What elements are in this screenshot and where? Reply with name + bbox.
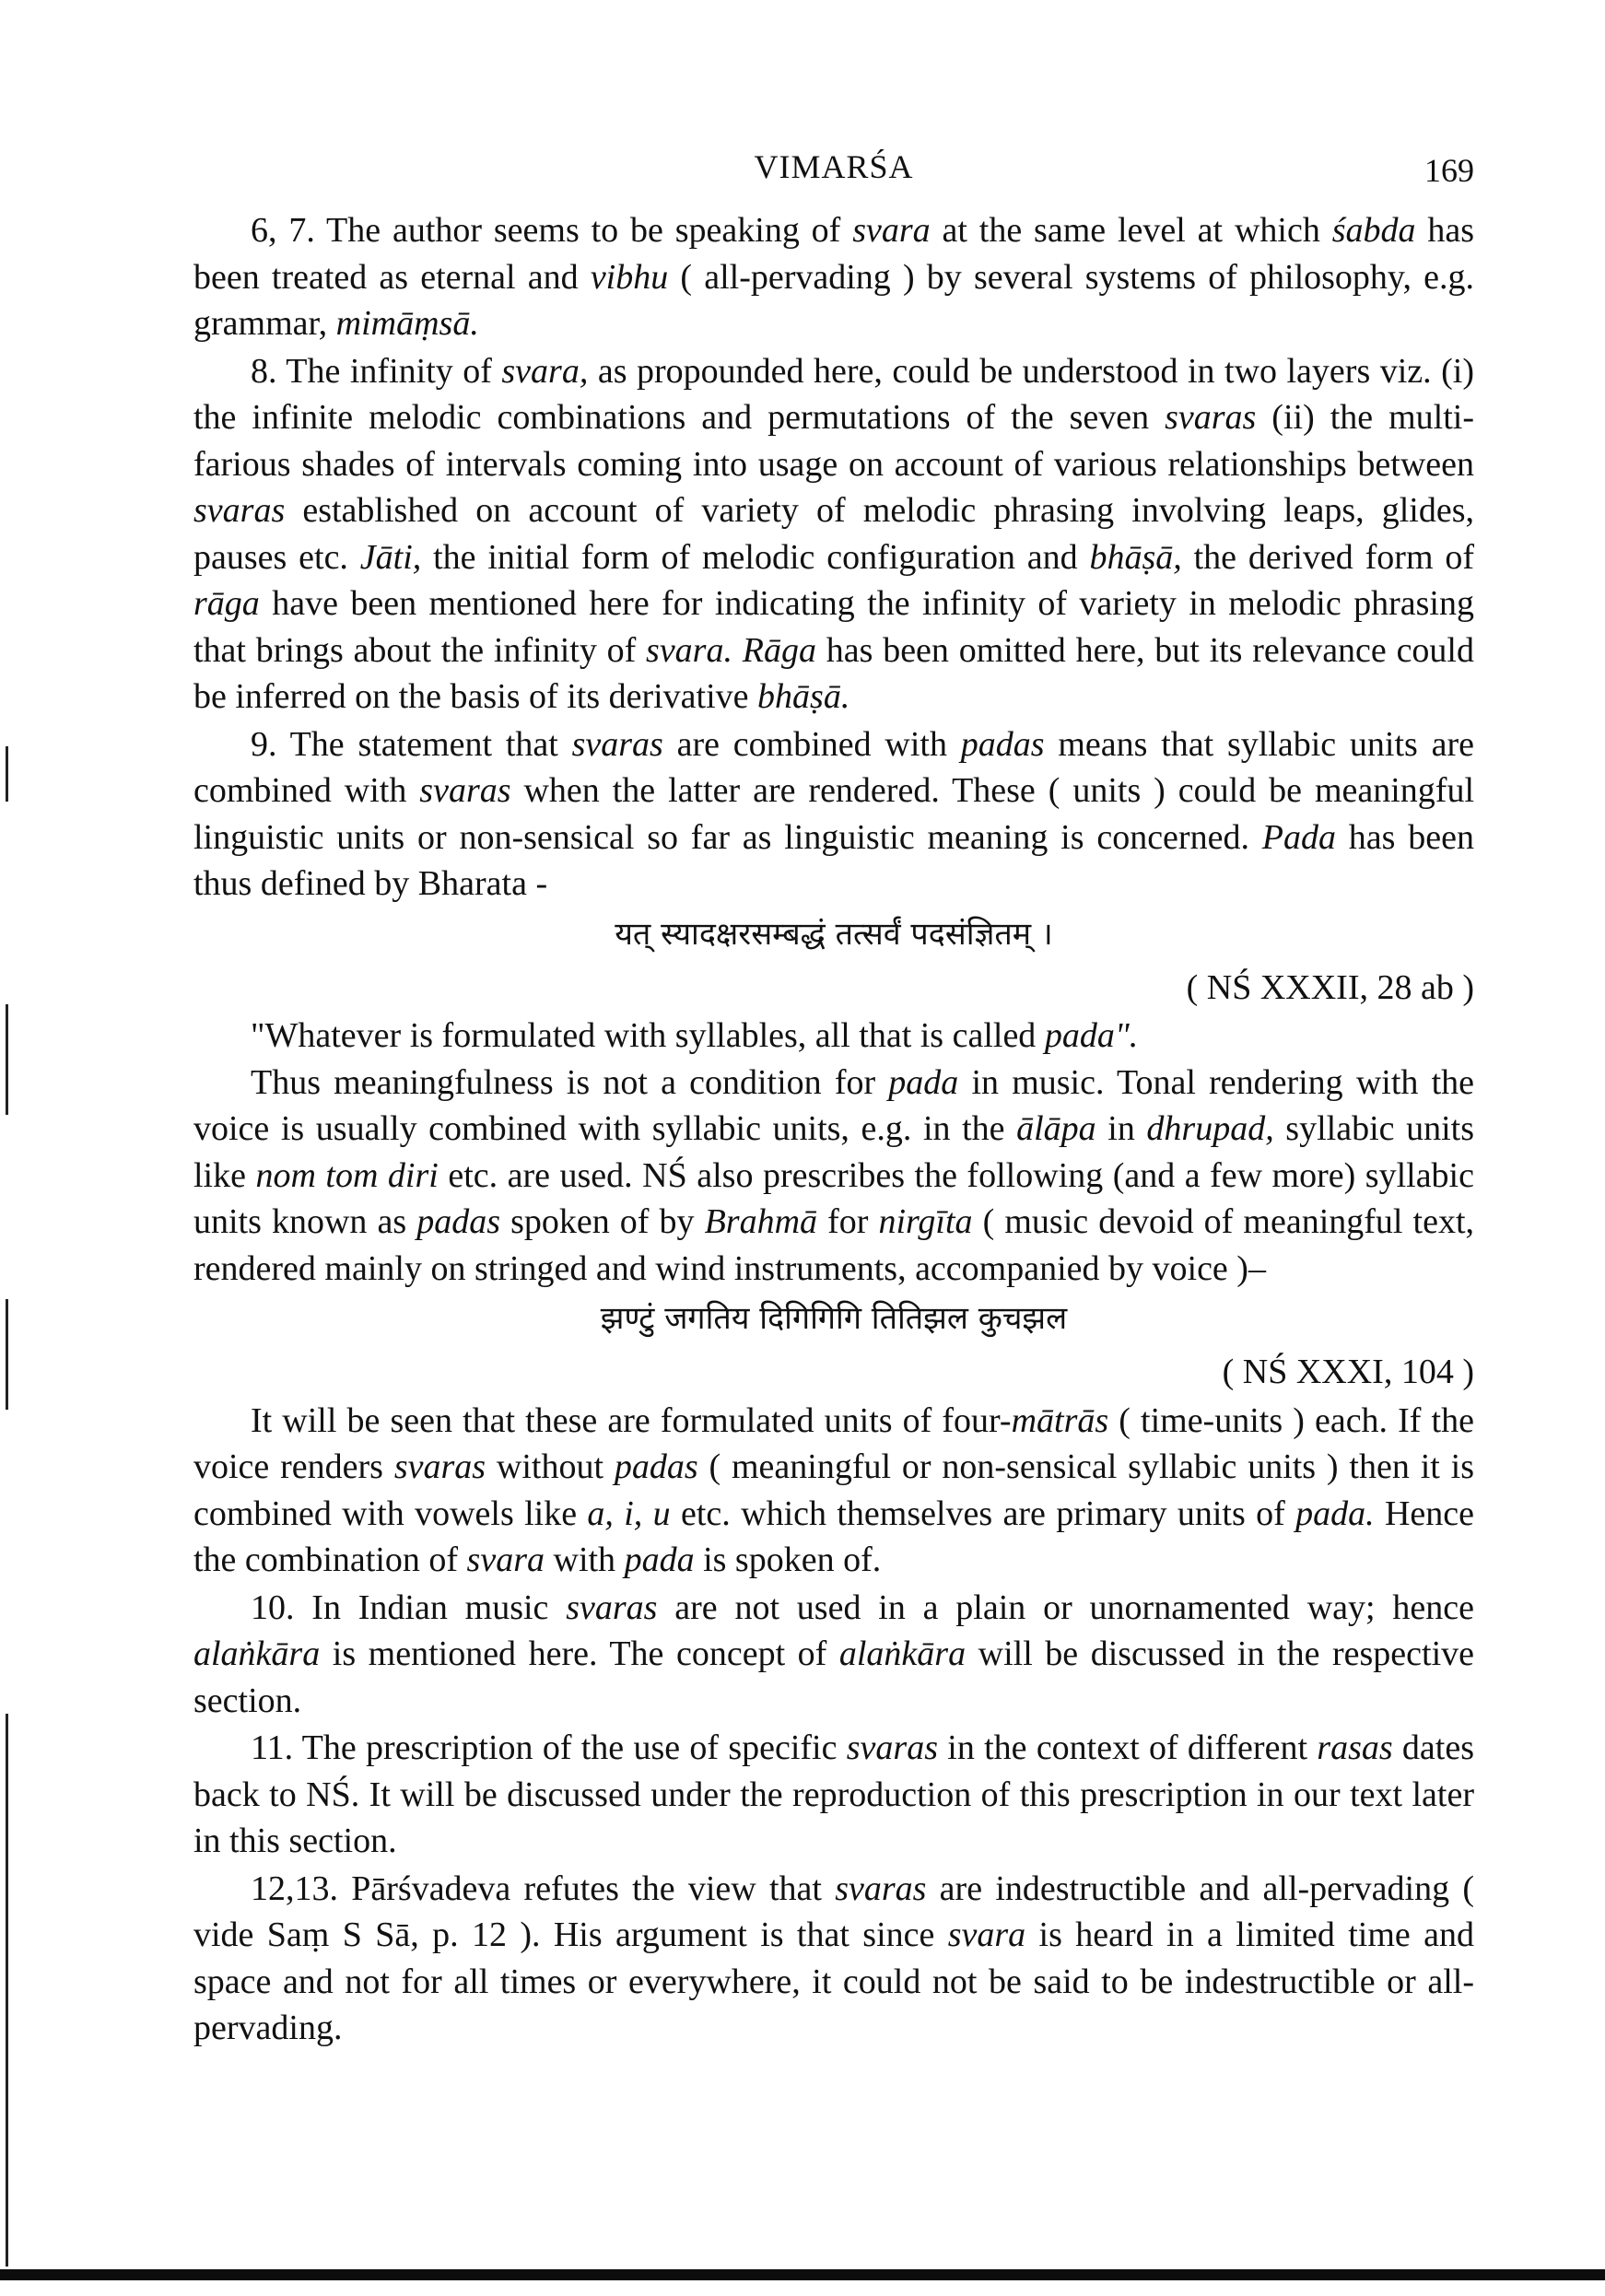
- text-run: ( music devoid of meaningful text, rendered mainly on stringed and wind instruments, accompanied by voice )–: [193, 1202, 1475, 1288]
- text-run: "Whatever is formulated with syllables, all that is called: [251, 1016, 1045, 1055]
- text-run: is mentioned here. The concept of: [320, 1634, 839, 1673]
- italic-term: pada".: [1044, 1016, 1139, 1055]
- scan-bottom-edge: [0, 2269, 1605, 2280]
- italic-term: svara: [947, 1915, 1026, 1954]
- italic-term: śabda: [1331, 211, 1416, 250]
- paragraph-11: [193, 1725, 1474, 1865]
- text-run: 12,13. Pārśvadeva refutes the view that: [251, 1868, 836, 1908]
- italic-term: svaras: [571, 724, 663, 764]
- text-run: Thus meaningfulness is not a condition for: [251, 1062, 889, 1102]
- italic-term: svara: [852, 211, 931, 250]
- text-run: 10. In Indian music: [251, 1587, 567, 1627]
- page-body: [193, 207, 1474, 2053]
- paragraph-8: [193, 348, 1474, 720]
- translation-quote: [193, 1013, 1474, 1060]
- italic-term: svaras: [193, 491, 286, 530]
- text-run: the initial form of melodic configuration and: [421, 537, 1090, 577]
- paragraph-12-13: [193, 1866, 1474, 2052]
- text-run: is spoken of.: [694, 1540, 882, 1579]
- page-number: 169: [1424, 152, 1474, 189]
- text-run: ( meaningful or non-sensical syllabic units ) then it is combined with vowels like: [193, 1447, 1474, 1533]
- italic-term: svaras: [846, 1728, 938, 1767]
- italic-term: rāga: [193, 584, 260, 623]
- scan-margin-mark: [6, 1004, 8, 1115]
- text-run: ( all-pervading ) by several systems of philosophy, e.g. grammar,: [193, 257, 1474, 343]
- italic-term: padas: [614, 1447, 698, 1486]
- italic-term: bhāṣā,: [1089, 537, 1182, 577]
- scan-margin-mark: [6, 1299, 8, 1410]
- text-run: in: [1095, 1109, 1147, 1148]
- text-run: have been mentioned here for indicating the infinity of variety in melodic phrasing that brings about the infinity of: [193, 584, 1474, 670]
- text-run: are combined with: [662, 724, 961, 764]
- paragraph-6-7: [193, 207, 1474, 347]
- italic-term: Pada: [1261, 817, 1336, 857]
- text-run: established on account of variety of melodic phrasing involving leaps, glides, pauses etc.: [193, 491, 1474, 577]
- text-run: ( time-units ) each. If the voice renders: [193, 1400, 1474, 1486]
- italic-term: svaras: [1165, 398, 1257, 437]
- sanskrit-verse-2: झण्टुं जगतिय दिगिगिगि तितिझल कुचझल: [600, 1300, 1068, 1337]
- text-run: in the context of different: [938, 1728, 1318, 1767]
- text-run: syllabic units like: [193, 1109, 1474, 1195]
- citation-1: ( NŚ XXXII, 28 ab ): [1186, 967, 1474, 1007]
- italic-term: nom tom diri: [255, 1155, 439, 1195]
- italic-term: alaṅkāra: [838, 1634, 967, 1673]
- sanskrit-verse-1: यत् स्यादक्षरसम्बद्धं तत्सर्वं पदसंज्ञितम् ।: [615, 915, 1053, 953]
- text-run: as propounded here, could be understood in two layers viz. (i) the infinite melodic combinations and permutations of the seven: [193, 351, 1474, 437]
- paragraph-meaningfulness: [193, 1060, 1474, 1293]
- text-run: 11. The prescription of the use of specific: [251, 1728, 847, 1767]
- text-run: has been treated as eternal and: [193, 211, 1474, 297]
- text-run: the derived form of: [1181, 537, 1474, 577]
- italic-term: svaras: [419, 771, 511, 810]
- scan-margin-mark: [6, 1714, 8, 2267]
- text-run: 6, 7. The author seems to be speaking of: [251, 211, 853, 250]
- text-run: in music. Tonal rendering with the voice is usually combined with syllabic units, e.g. in the: [193, 1062, 1475, 1148]
- text-run: are not used in a plain or unornamented way; hence: [657, 1587, 1474, 1627]
- italic-term: nirgīta: [878, 1202, 973, 1241]
- text-run: 8. The infinity of: [251, 351, 502, 391]
- italic-term: svara.: [646, 630, 732, 670]
- text-run: are indestructible and all-pervading ( vide Saṃ S Sā, p. 12 ). His argument is that since: [193, 1868, 1474, 1954]
- paragraph-10: [193, 1585, 1474, 1725]
- text-run: without: [486, 1447, 615, 1486]
- italic-term: svaras: [566, 1587, 658, 1627]
- italic-term: dhrupad,: [1146, 1109, 1274, 1148]
- italic-term: mimāṃsā.: [335, 304, 479, 343]
- italic-term: vibhu: [590, 257, 669, 297]
- italic-term: padas: [416, 1202, 500, 1241]
- italic-term: svara,: [501, 351, 589, 391]
- italic-term: bhāṣā.: [757, 677, 850, 716]
- paragraph-matras: [193, 1398, 1474, 1584]
- text-run: spoken of by: [500, 1202, 705, 1241]
- italic-term: ālāpa: [1016, 1109, 1096, 1148]
- italic-term: pada: [888, 1062, 959, 1102]
- page-header: [193, 147, 1474, 203]
- italic-term: Brahmā: [704, 1202, 818, 1241]
- text-run: is heard in a limited time and space and not for all times or everywhere, it could not be said to be indestructible or all-pervading.: [193, 1915, 1474, 2047]
- scan-margin-mark: [6, 746, 8, 802]
- italic-term: padas: [960, 724, 1045, 764]
- italic-term: pada.: [1295, 1494, 1375, 1533]
- italic-term: rasas: [1317, 1728, 1393, 1767]
- italic-term: svaras: [835, 1868, 927, 1908]
- text-run: etc. are used. NŚ also prescribes the following (and a few more) syllabic units known as: [193, 1155, 1474, 1241]
- text-run: has been omitted here, but its relevance could be inferred on the basis of its derivative: [193, 630, 1474, 716]
- text-run: etc. which themselves are primary units of: [670, 1494, 1296, 1533]
- citation-2: ( NŚ XXXI, 104 ): [1222, 1353, 1474, 1391]
- text-run: with: [545, 1540, 625, 1579]
- text-run: at the same level at which: [930, 211, 1332, 250]
- text-run: It will be seen that these are formulated units of four-: [251, 1400, 1012, 1440]
- italic-term: a, i, u: [587, 1494, 671, 1533]
- text-run: has been thus defined by Bharata -: [193, 817, 1474, 903]
- text-run: will be discussed in the respective section.: [193, 1634, 1475, 1720]
- text-run: [732, 631, 743, 670]
- running-head: VIMARŚA: [754, 148, 914, 185]
- italic-term: alaṅkāra: [193, 1634, 321, 1673]
- italic-term: pada: [624, 1540, 695, 1579]
- text-run: dates back to NŚ. It will be discussed under the reproduction of this prescription in our text later in this section.: [193, 1728, 1475, 1860]
- italic-term: mātrās: [1011, 1400, 1109, 1440]
- text-run: when the latter are rendered. These ( units ) could be meaningful linguistic units or non-sensical so far as linguistic meaning is concerned.: [193, 771, 1475, 857]
- italic-term: Rāga: [742, 630, 816, 670]
- italic-term: svara: [466, 1540, 545, 1579]
- italic-term: Jāti,: [359, 537, 422, 577]
- text-run: for: [817, 1202, 879, 1241]
- text-run: (ii) the multi-farious shades of intervals coming into usage on account of various relationships between: [193, 398, 1475, 484]
- paragraph-9: [193, 721, 1474, 908]
- text-run: 9. The statement that: [251, 724, 572, 764]
- text-run: means that syllabic units are combined with: [193, 724, 1474, 810]
- text-run: Hence the combination of: [193, 1494, 1475, 1579]
- italic-term: svaras: [393, 1447, 486, 1486]
